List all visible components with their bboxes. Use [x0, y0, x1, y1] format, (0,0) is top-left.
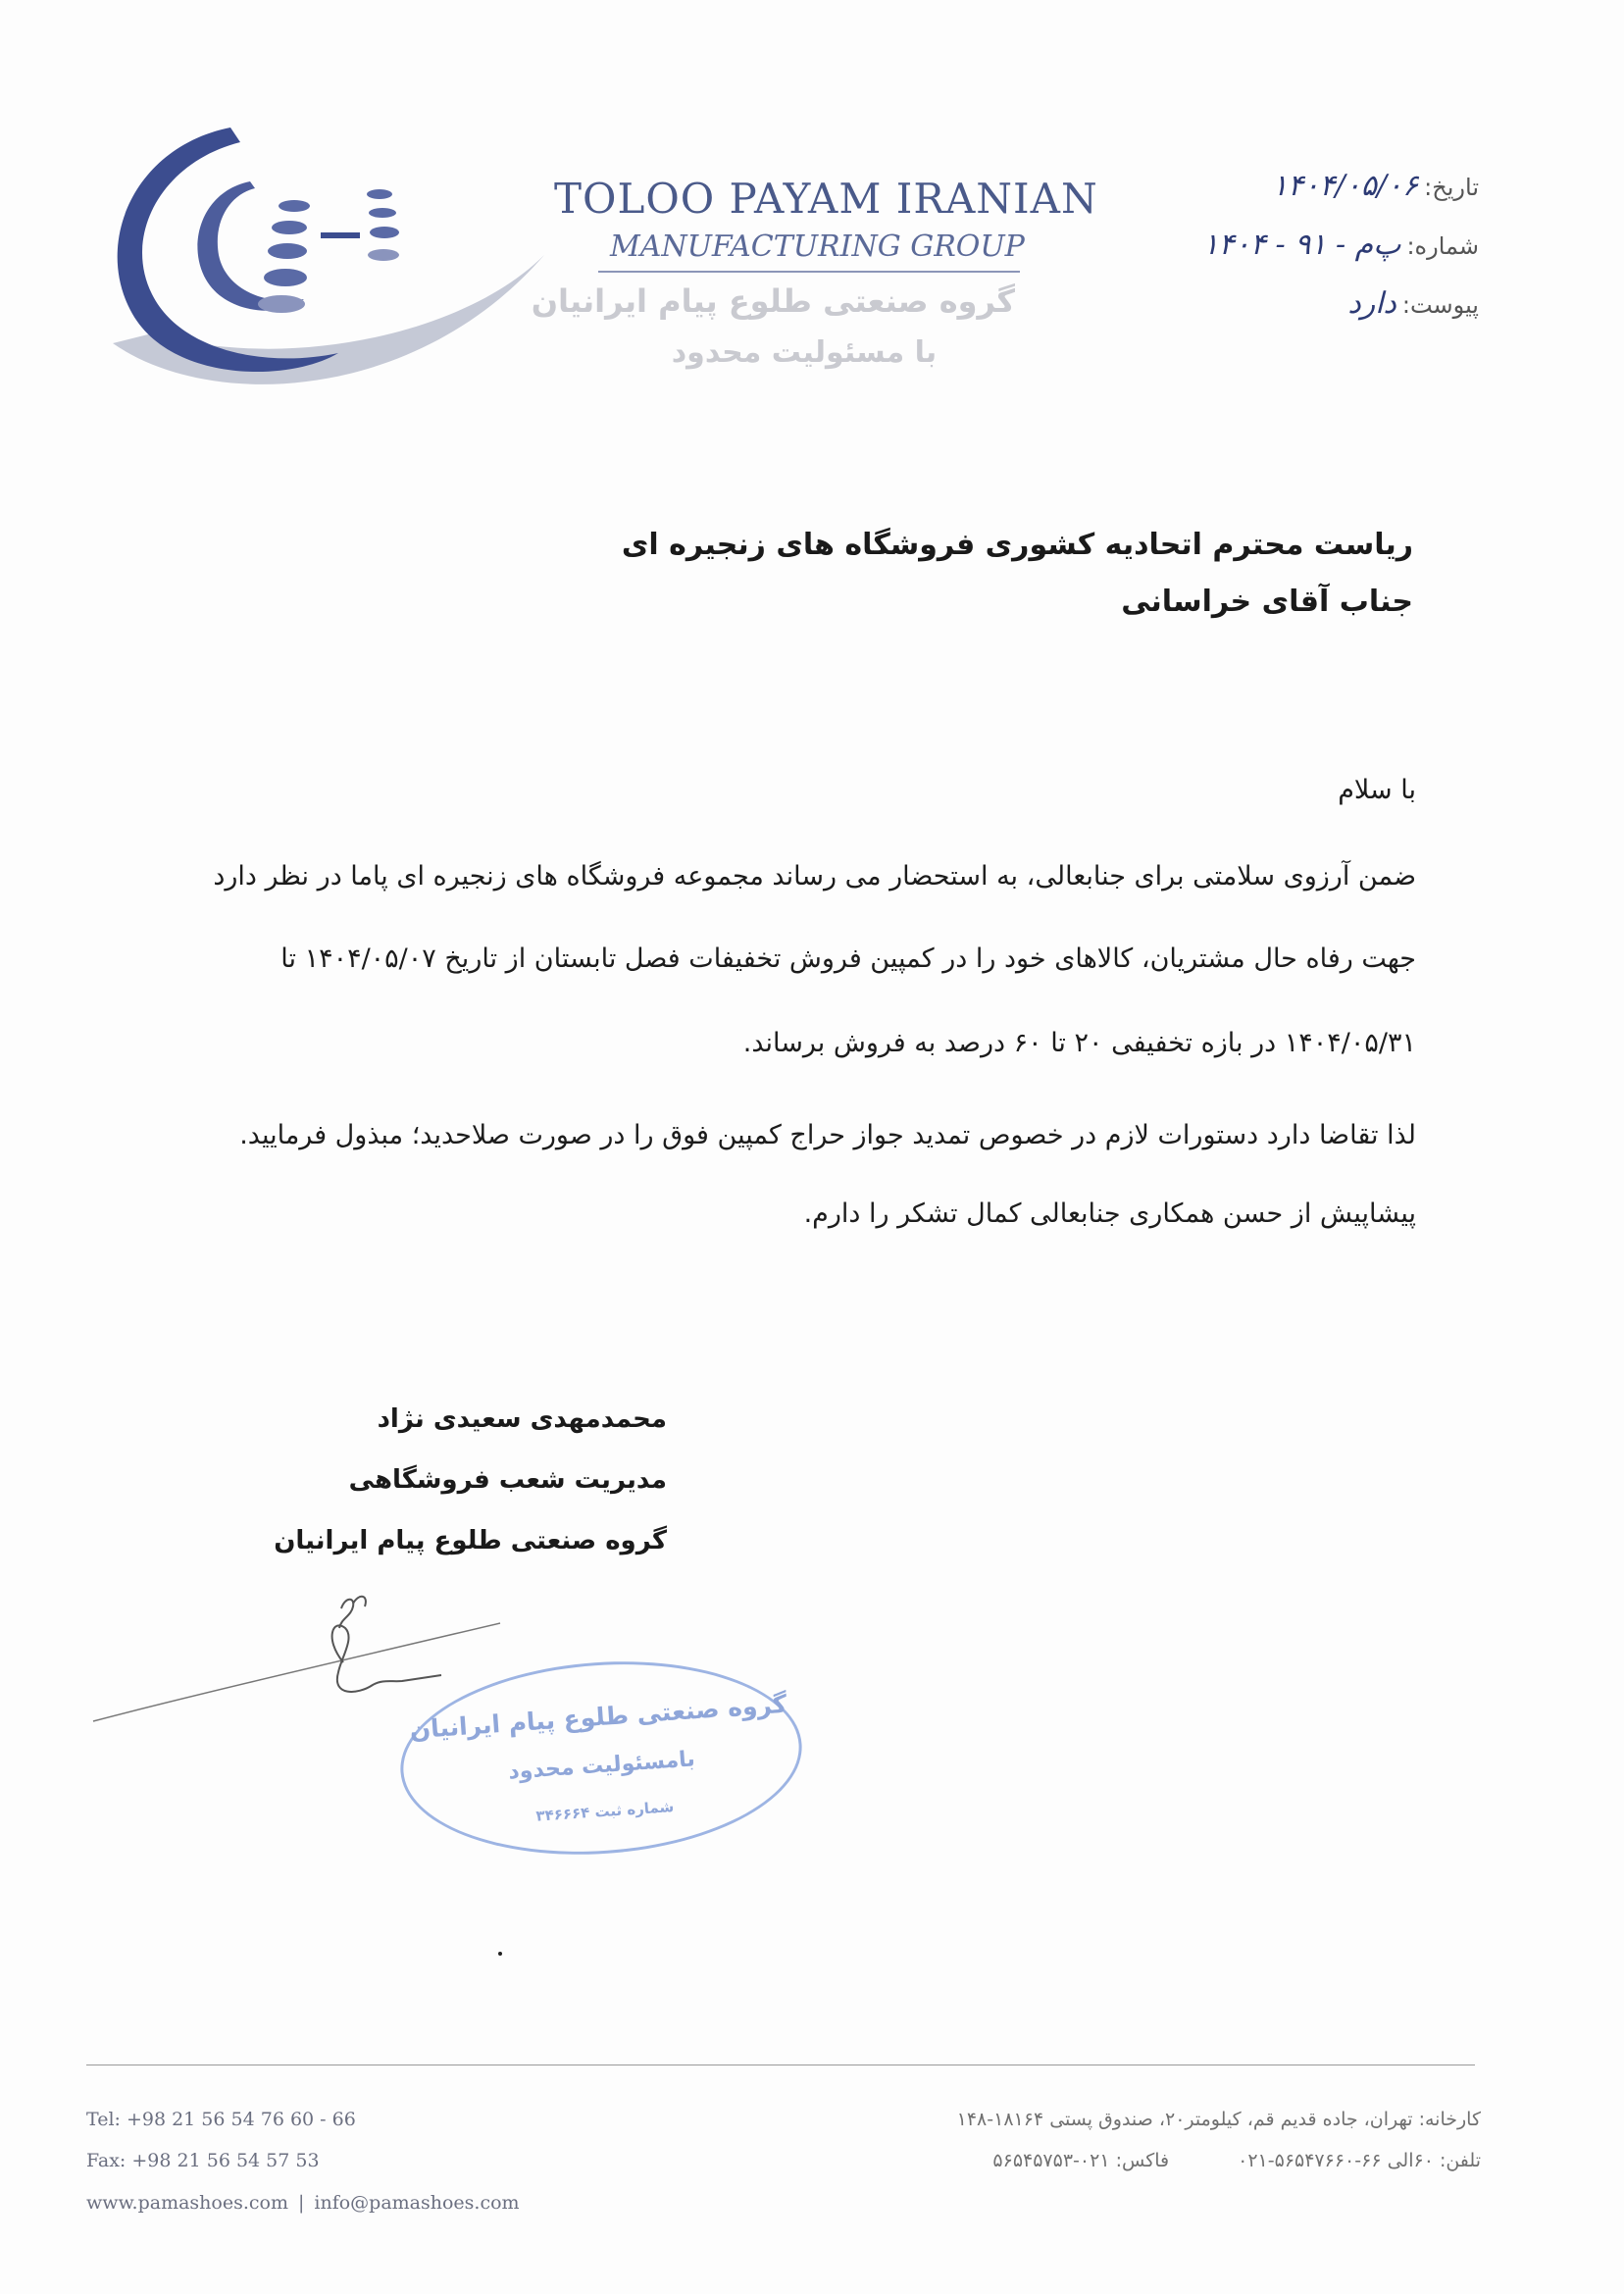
footer-email-link[interactable]: info@pamashoes.com	[314, 2192, 520, 2214]
footer-fax: Fax: +98 21 56 54 57 53	[86, 2150, 320, 2171]
stamp-registration: شماره ثبت ۳۴۶۶۶۴	[534, 1797, 675, 1825]
stamp-liability: بامسئولیت محدود	[507, 1747, 696, 1785]
body-line-5: پیشاپیش از حسن همکاری جنابعالی کمال تشکر را دارم.	[803, 1198, 1416, 1229]
body-line-3: ۱۴۰۴/۰۵/۳۱ در بازه تخفیفی ۲۰ تا ۶۰ درصد به فروش برساند.	[742, 1028, 1416, 1058]
company-subtitle-fa: با مسئولیت محدود	[671, 335, 938, 370]
company-name-en: TOLOO PAYAM IRANIAN	[554, 175, 1098, 223]
letter-number	[1203, 228, 1479, 262]
number-value: پ‌م - ۹۱ - ۱۴۰۴	[1202, 228, 1401, 262]
letter-date	[1272, 169, 1479, 203]
footer-fax-fa: فاکس: ۰۲۱-۵۶۵۴۵۷۵۳	[992, 2150, 1170, 2171]
signer-title: مدیریت شعب فروشگاهی	[348, 1465, 667, 1495]
footer-phone-fax-fa	[992, 2150, 1481, 2171]
recipient-title: ریاست محترم اتحادیه کشوری فروشگاه های زنجیره ای	[621, 528, 1413, 562]
company-logo-icon	[93, 88, 554, 412]
body-line-2: جهت رفاه حال مشتریان، کالاهای خود را در کمپین فروش تخفیفات فصل تابستان از تاریخ ۱۴۰۴/۰۵/۰۷ تا	[280, 943, 1416, 974]
footer-web	[86, 2192, 520, 2214]
date-label: تاریخ:	[1424, 174, 1479, 201]
attachment-value: دارد	[1347, 286, 1396, 321]
footer-website-link[interactable]: www.pamashoes.com	[86, 2192, 288, 2214]
footer-separator: |	[297, 2192, 305, 2214]
number-label: شماره:	[1406, 232, 1479, 260]
date-value: ۱۴۰۴/۰۵/۰۶	[1272, 169, 1419, 203]
signer-name: محمدمهدی سعیدی نژاد	[377, 1404, 667, 1434]
company-subtitle-en: MANUFACTURING GROUP	[610, 229, 1025, 264]
body-line-1: ضمن آرزوی سلامتی برای جنابعالی، به استحضار می رساند مجموعه فروشگاه های زنجیره ای پاما در نظر دارد	[213, 861, 1416, 892]
body-line-4: لذا تقاضا دارد دستورات لازم در خصوص تمدید جواز حراج کمپین فوق را در صورت صلاحدید؛ مبذول فرمایید.	[239, 1120, 1416, 1150]
ink-dot	[498, 1952, 502, 1956]
footer-factory-address: کارخانه: تهران، جاده قدیم قم، کیلومتر۲۰، صندوق پستی ۱۸۱۶۴-۱۴۸	[956, 2109, 1481, 2130]
attachment-label: پیوست:	[1401, 291, 1479, 319]
recipient-name: جناب آقای خراسانی	[1121, 585, 1413, 619]
company-divider	[598, 271, 1020, 273]
signer-company: گروه صنعتی طلوع پیام ایرانیان	[274, 1526, 667, 1555]
stamp-company: گروه صنعتی طلوع پیام ایرانیان	[408, 1689, 788, 1745]
letter-attachment	[1347, 286, 1479, 321]
footer-tel: Tel: +98 21 56 54 76 60 - 66	[86, 2109, 356, 2130]
greeting: با سلام	[1338, 775, 1416, 805]
company-name-fa: گروه صنعتی طلوع پیام ایرانیان	[531, 282, 1015, 320]
footer-phone-fa: تلفن: ۶۰الی ۶۶-۵۶۵۴۷۶۶۰-۰۲۱	[1238, 2150, 1481, 2171]
